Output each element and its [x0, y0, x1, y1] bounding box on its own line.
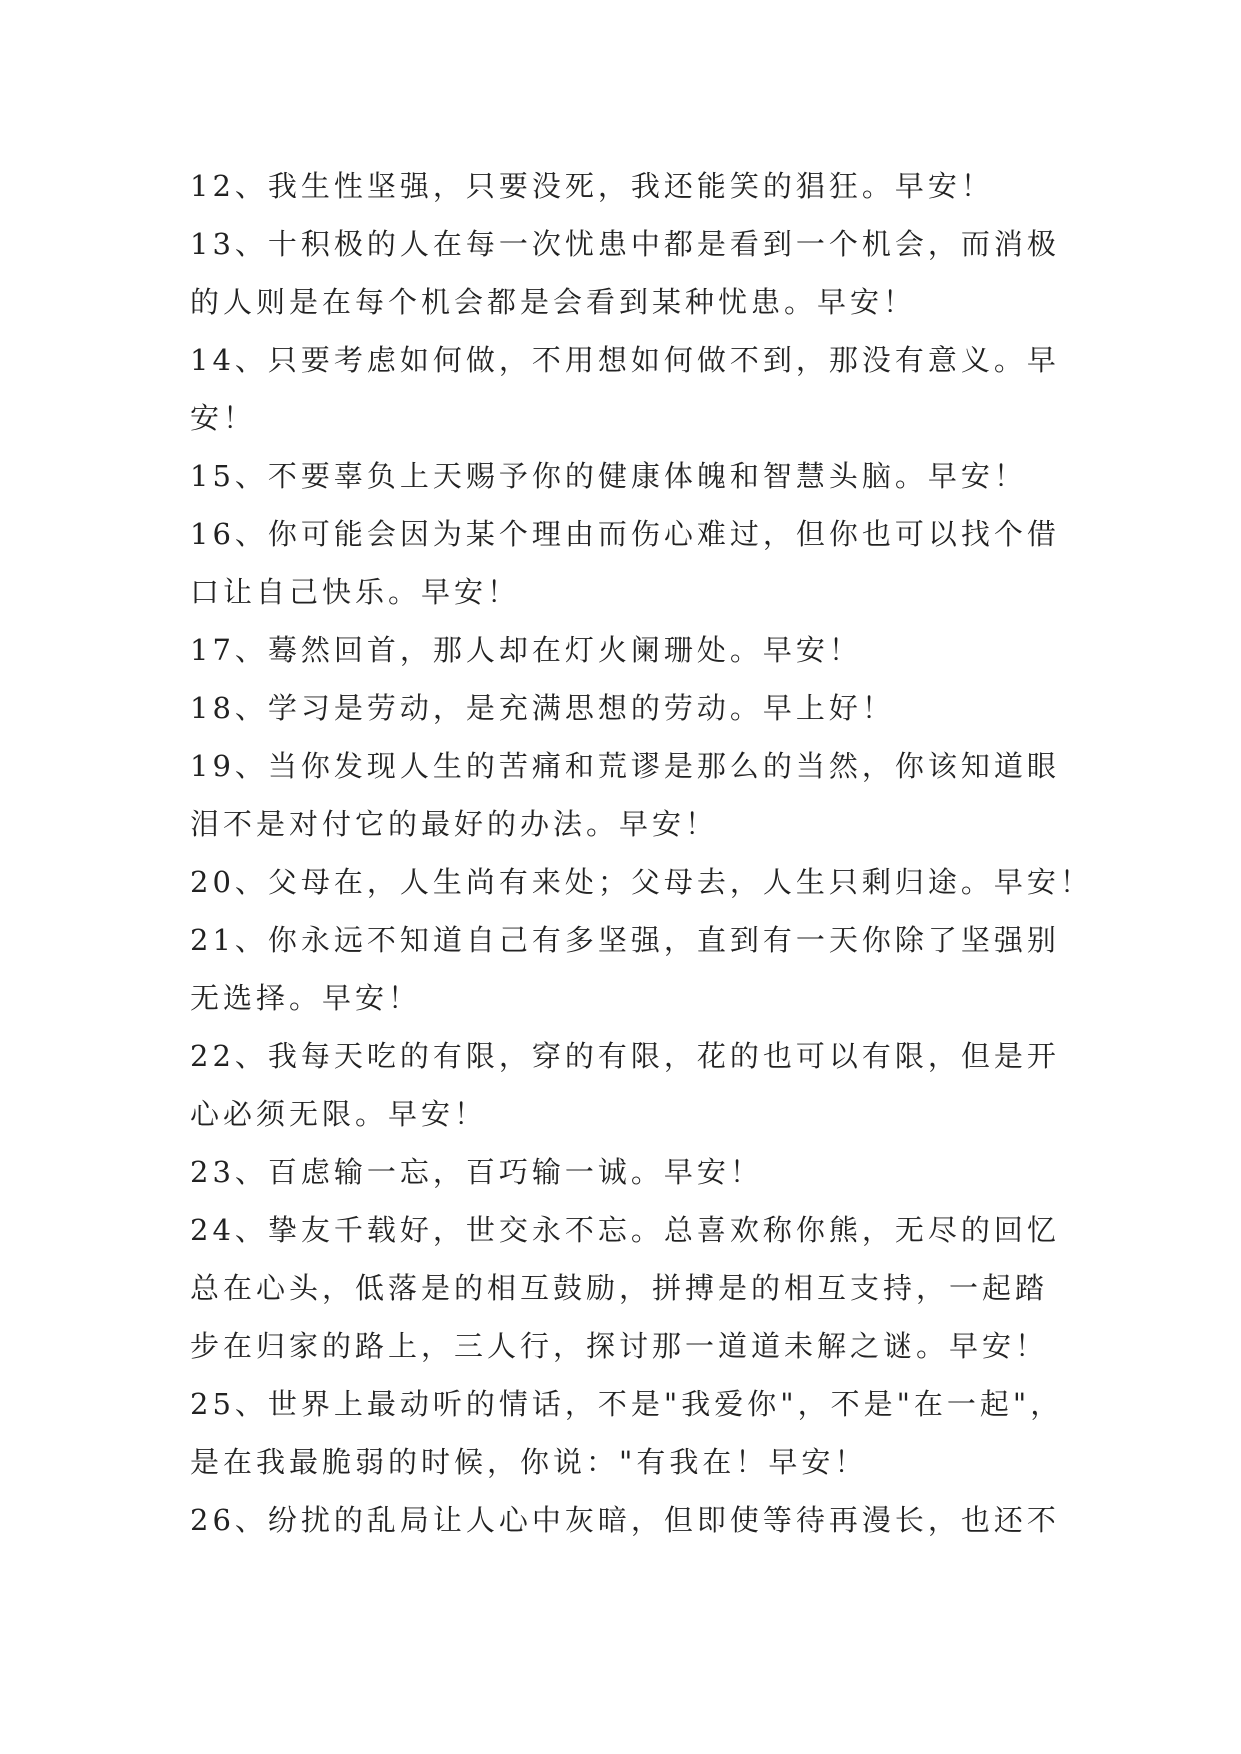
text-line: 泪不是对付它的最好的办法。早安！ — [190, 807, 719, 841]
text-line: 14、只要考虑如何做，不用想如何做不到，那没有意义。早 — [190, 343, 1060, 377]
text-line: 16、你可能会因为某个理由而伤心难过，但你也可以找个借 — [190, 517, 1060, 551]
text-line: 22、我每天吃的有限，穿的有限，花的也可以有限，但是开 — [190, 1039, 1060, 1073]
text-line: 19、当你发现人生的苦痛和荒谬是那么的当然，你该知道眼 — [190, 749, 1060, 783]
text-line: 25、世界上最动听的情话，不是"我爱你"，不是"在一起"， — [190, 1387, 1064, 1421]
text-line: 12、我生性坚强，只要没死，我还能笑的猖狂。早安！ — [190, 169, 994, 203]
text-line: 口让自己快乐。早安！ — [190, 575, 521, 609]
text-line: 的人则是在每个机会都是会看到某种忧患。早安！ — [190, 285, 917, 319]
text-line: 18、学习是劳动，是充满思想的劳动。早上好！ — [190, 691, 895, 725]
text-line: 26、纷扰的乱局让人心中灰暗，但即使等待再漫长，也还不 — [190, 1503, 1060, 1537]
text-line: 21、你永远不知道自己有多坚强，直到有一天你除了坚强别 — [190, 923, 1060, 957]
text-line: 23、百虑输一忘，百巧输一诚。早安！ — [190, 1155, 763, 1189]
text-line: 17、蓦然回首，那人却在灯火阑珊处。早安！ — [190, 633, 862, 667]
text-line: 20、父母在，人生尚有来处；父母去，人生只剩归途。早安！ — [190, 865, 1093, 899]
text-line: 无选择。早安！ — [190, 981, 422, 1015]
text-line: 24、挚友千载好，世交永不忘。总喜欢称你熊，无尽的回忆 — [190, 1213, 1060, 1247]
text-line: 13、十积极的人在每一次忧患中都是看到一个机会，而消极 — [190, 227, 1060, 261]
text-line: 心必须无限。早安！ — [190, 1097, 488, 1131]
text-line: 步在归家的路上，三人行，探讨那一道道未解之谜。早安！ — [190, 1329, 1049, 1363]
text-line: 总在心头，低落是的相互鼓励，拼搏是的相互支持，一起踏 — [190, 1271, 1049, 1305]
document-body — [190, 157, 1093, 1549]
text-line: 是在我最脆弱的时候，你说："有我在！早安！ — [190, 1445, 868, 1479]
text-line: 15、不要辜负上天赐予你的健康体魄和智慧头脑。早安！ — [190, 459, 1027, 493]
text-line: 安！ — [190, 401, 257, 435]
